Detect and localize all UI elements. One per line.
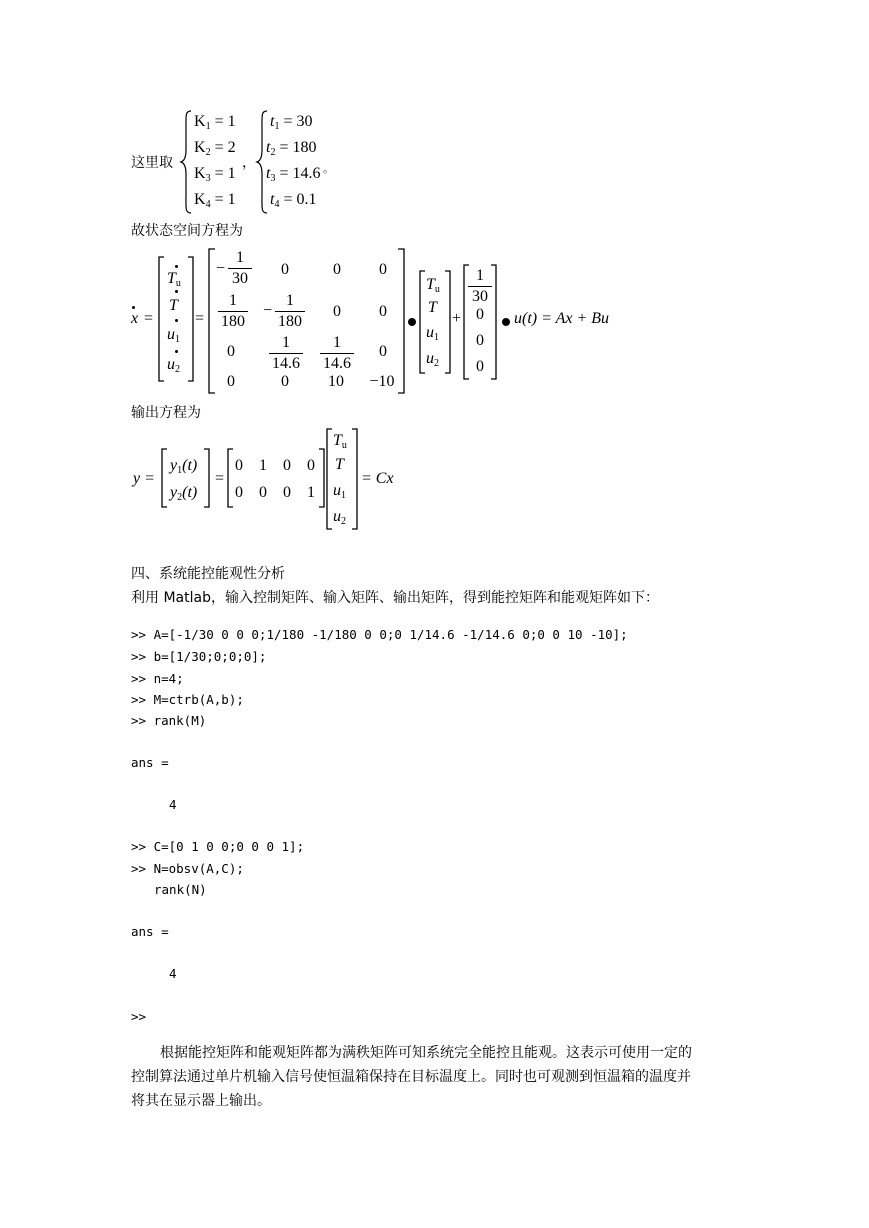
state-equals-1: =: [144, 310, 154, 327]
code-line-2: >> b=[1/30;0;0;0];: [131, 649, 267, 664]
a43: 10: [328, 373, 344, 390]
a34: 0: [379, 343, 387, 360]
output-equals: =: [215, 470, 225, 487]
left-brace-k: [180, 110, 192, 214]
params-comma: ，: [242, 155, 256, 171]
conclusion-line-1: 根据能控矩阵和能观矩阵都为满秩矩阵可知系统完全能控且能观。这表示可使用一定的: [160, 1045, 692, 1061]
k2-line: $K_2 = 2$: [194, 139, 236, 158]
c11: 0: [235, 457, 243, 474]
t2-line: $t_2 = 180$: [266, 139, 317, 158]
a11: 1 30: [228, 249, 252, 288]
t1-line: $t_1 = 30$: [270, 113, 313, 132]
b2: 0: [476, 306, 484, 323]
c23: 0: [283, 484, 291, 501]
a22-sign: −: [263, 302, 273, 319]
ovec-u2: $u_2$: [333, 508, 346, 527]
state-heading: 故状态空间方程为: [131, 223, 243, 239]
code-line-12: 4: [169, 966, 177, 981]
code-line-7: 4: [169, 797, 177, 812]
multiply-dot-1: [408, 318, 416, 326]
a12: 0: [281, 261, 289, 278]
left-brace-t: [256, 110, 268, 214]
a22: 1 180: [275, 292, 305, 331]
u1-dot: [175, 319, 178, 322]
svec-tu: $T_u$: [426, 276, 440, 295]
section-intro: 利用 Matlab，输入控制矩阵、输入矩阵、输出矩阵，得到能控矩阵和能观矩阵如下：: [131, 590, 659, 606]
code-line-1: >> A=[-1/30 0 0 0;1/180 -1/180 0 0;0 1/14.6 -1/14.6 0;0 0 10 -10];: [131, 627, 628, 642]
output-heading: 输出方程为: [131, 405, 201, 421]
y2: $y_2(t)$: [170, 484, 198, 503]
svec-u1: $u_1$: [426, 324, 439, 343]
dvec-tu: $T_u$: [167, 270, 181, 289]
params-period: 。: [323, 162, 334, 175]
x-dot: [132, 306, 135, 309]
a33: 1 14.6: [320, 334, 354, 373]
t4-line: $t_4 = 0.1$: [270, 191, 317, 210]
b1: 1 30: [468, 267, 492, 306]
svec-u2: $u_2$: [426, 350, 439, 369]
a41: 0: [227, 373, 235, 390]
code-line-10: rank(N): [154, 882, 207, 897]
c14: 0: [307, 457, 315, 474]
k1-line: $K_1 = 1$: [194, 113, 236, 132]
c21: 0: [235, 484, 243, 501]
state-plus: +: [452, 310, 462, 327]
code-line-5: >> rank(M): [131, 713, 207, 728]
y1: $y_1(t)$: [170, 457, 198, 476]
dvec-u2: $u_2$: [167, 356, 180, 375]
ovec-tu: $T_u$: [333, 432, 347, 451]
output-lhs: y =: [133, 470, 155, 487]
b4: 0: [476, 358, 484, 375]
output-rhs: = Cx: [361, 470, 394, 487]
a31: 0: [227, 343, 235, 360]
state-lhs: x: [131, 310, 139, 327]
dvec-t: T: [169, 297, 178, 314]
code-line-9: >> N=obsv(A,C);: [131, 861, 244, 876]
t3-line: $t_3 = 14.6$: [266, 165, 321, 184]
multiply-dot-2: [502, 318, 510, 326]
c22: 0: [259, 484, 267, 501]
code-line-4: >> M=ctrb(A,b);: [131, 692, 244, 707]
ovec-u1: $u_1$: [333, 482, 346, 501]
intro-text: 这里取: [131, 155, 173, 171]
c24: 1: [307, 484, 315, 501]
a32: 1 14.6: [269, 334, 303, 373]
a13: 0: [333, 261, 341, 278]
a14: 0: [379, 261, 387, 278]
tu-dot: [175, 265, 178, 268]
state-rhs: u(t) = Ax + Bu: [514, 310, 610, 327]
c13: 0: [283, 457, 291, 474]
conclusion-line-3: 将其在显示器上输出。: [131, 1093, 271, 1109]
a42: 0: [281, 373, 289, 390]
code-line-11: ans =: [131, 924, 169, 939]
a11-sign: −: [216, 260, 226, 277]
a24: 0: [379, 303, 387, 320]
a44: −10: [369, 373, 395, 390]
k4-line: $K_4 = 1$: [194, 191, 236, 210]
u2-dot: [175, 350, 178, 353]
ovec-t: T: [335, 456, 344, 473]
code-line-6: ans =: [131, 755, 169, 770]
section-title: 四、系统能控能观性分析: [131, 566, 285, 582]
code-line-3: >> n=4;: [131, 671, 184, 686]
t-dot: [175, 290, 178, 293]
k3-line: $K_3 = 1$: [194, 165, 236, 184]
dvec-u1: $u_1$: [167, 326, 180, 345]
svec-t: T: [428, 299, 437, 316]
code-line-8: >> C=[0 1 0 0;0 0 0 1];: [131, 839, 305, 854]
code-line-13: >>: [131, 1009, 147, 1024]
a23: 0: [333, 303, 341, 320]
b3: 0: [476, 332, 484, 349]
a21: 1 180: [218, 292, 248, 331]
state-equals-2: =: [195, 310, 205, 327]
conclusion-line-2: 控制算法通过单片机输入信号使恒温箱保持在目标温度上。同时也可观测到恒温箱的温度并: [131, 1069, 691, 1085]
c12: 1: [259, 457, 267, 474]
